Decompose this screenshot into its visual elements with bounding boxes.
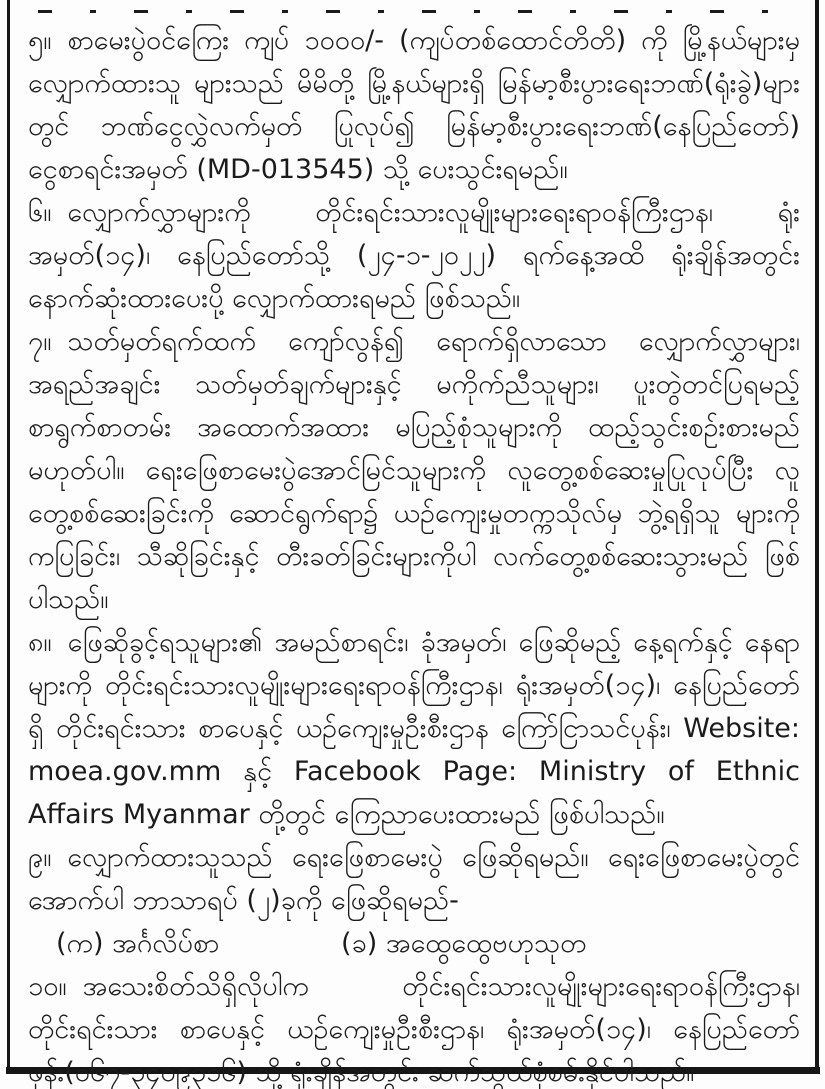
paragraph-7-number: ၇။ (28, 326, 52, 357)
paragraph-8-text: ဖြေဆိုခွင့်ရသူများ၏ အမည်စာရင်း၊ ခုံအမှတ်၊ ဖြေဆိုမည့် နေ့ရက်နှင့် နေရာများကို တိုင်းရင်းသားလူမျိုးများရေးရာဝန်ကြီးဌာန၊ ရုံးအမှတ်(၁၄)၊ နေပြည်တော်ရှိ တိုင်းရင်းသား စာပေနှင့် ယဉ်ကျေးမှုဦးစီးဌာန ကြော်ငြာသင်ပုန်း၊ Website: moea.gov.mm နှင့် Facebook Page: Ministry of Ethnic Affairs Myanmar တို့တွင် ကြေညာပေးထားမည် ဖြစ်ပါသည်။ (28, 627, 800, 830)
paragraph-6 (28, 191, 800, 320)
paragraph-6-number: ၆။ (28, 197, 52, 228)
subject-item-english: (က) အင်္ဂလိပ်စာ (56, 928, 220, 959)
paragraph-9-number: ၉။ (28, 842, 52, 873)
paragraph-5-text: စာမေးပွဲဝင်ကြေး ကျပ် ၁၀၀၀/- (ကျပ်တစ်ထောင်တိတိ) ကို မြို့နယ်များမှ လျှောက်ထားသူ များသည် မိမိတို့ မြို့နယ်များရှိ မြန်မာ့စီးပွားရေးဘဏ်(ရုံးခွဲ)များတွင် ဘဏ်ငွေလွှဲလက်မှတ် ပြုလုပ်၍ မြန်မာ့စီးပွားရေးဘဏ်(နေပြည်တော်) ငွေစာရင်းအမှတ် (MD-013545) သို့ ပေးသွင်းရမည်။ (28, 25, 800, 185)
paragraph-5-number: ၅။ (28, 25, 52, 56)
paragraph-5 (28, 19, 800, 191)
paragraph-9-text: လျှောက်ထားသူသည် ရေးဖြေစာမေးပွဲ ဖြေဆိုရမည်။ ရေးဖြေစာမေးပွဲတွင် အောက်ပါ ဘာသာရပ် (၂)ခုကို ဖြေဆိုရမည်- (28, 842, 800, 916)
frame-border-left (7, 0, 10, 1074)
paragraph-10-number: ၁၀။ (28, 971, 67, 1002)
paragraph-10 (28, 965, 800, 1089)
paragraph-8-number: ၈။ (28, 627, 52, 658)
paragraph-6-text: လျှောက်လွှာများကို တိုင်းရင်းသားလူမျိုးများရေးရာဝန်ကြီးဌာန၊ ရုံးအမှတ်(၁၄)၊ နေပြည်တော်သို့ (၂၄-၁-၂၀၂၂) ရက်နေ့အထိ ရုံးချိန်အတွင်း နောက်ဆုံးထားပေးပို့ လျှောက်ထားရမည် ဖြစ်သည်။ (28, 197, 800, 314)
subject-item-general-knowledge: (ခ) အထွေထွေဗဟုသုတ (341, 928, 587, 959)
paragraph-7 (28, 320, 800, 621)
paragraph-7-text: သတ်မှတ်ရက်ထက် ကျော်လွန်၍ ရောက်ရှိလာသော လျှောက်လွှာများ၊ အရည်အချင်း သတ်မှတ်ချက်များနှင့် မကိုက်ညီသူများ၊ ပူးတွဲတင်ပြရမည့် စာရွက်စာတမ်း အထောက်အထား မပြည့်စုံသူများကို ထည့်သွင်းစဉ်းစားမည် မဟုတ်ပါ။ ရေးဖြေစာမေးပွဲအောင်မြင်သူများကို လူတွေ့စစ်ဆေးမှုပြုလုပ်ပြီး လူတွေ့စစ်ဆေးခြင်းကို ဆောင်ရွက်ရာ၌ ယဉ်ကျေးမှုတက္ကသိုလ်မှ ဘွဲ့ရရှိသူ များကို ကပြခြင်း၊ သီဆိုခြင်းနှင့် တီးခတ်ခြင်းများကိုပါ လက်တွေ့စစ်ဆေးသွားမည် ဖြစ်ပါသည်။ (28, 326, 800, 615)
top-partial-line-fragments (38, 6, 794, 15)
paragraph-9 (28, 836, 800, 922)
document-body (28, 6, 800, 1089)
paragraph-8 (28, 621, 800, 836)
subjects-line (28, 922, 800, 965)
paragraph-10-text: အသေးစိတ်သိရှိလိုပါက တိုင်းရင်းသားလူမျိုးများရေးရာဝန်ကြီးဌာန၊ တိုင်းရင်းသား စာပေနှင့် ယဉ်ကျေးမှုဦးစီးဌာန၊ ရုံးအမှတ်(၁၄)၊ နေပြည်တော် ဖုန်း(၀၆၇-၃၄၀၉၃၁၆) သို့ ရုံးချိန်အတွင်း ဆက်သွယ်စုံစမ်းနိုင်ပါသည်။ (28, 971, 800, 1088)
frame-border-right (815, 0, 819, 1074)
